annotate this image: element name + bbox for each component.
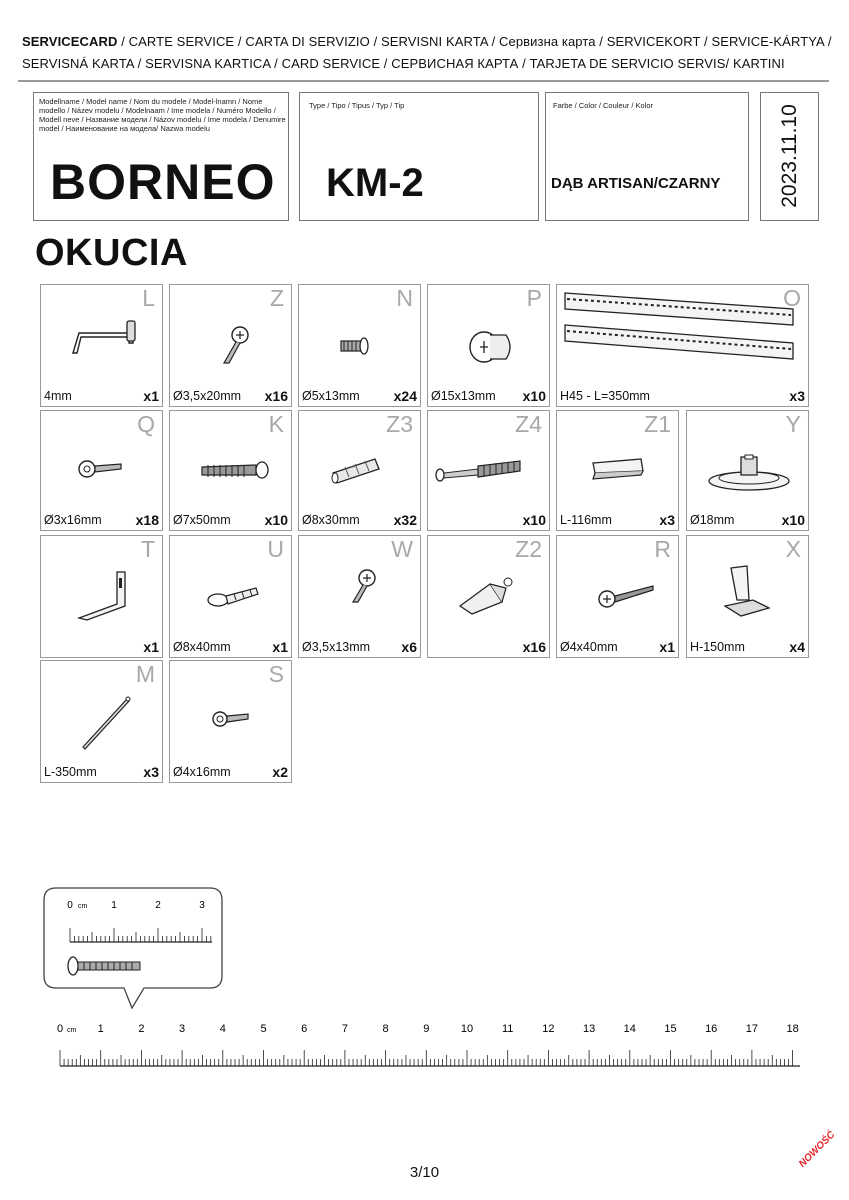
ruler-label: 10 bbox=[460, 1023, 474, 1035]
ruler-label: 1 bbox=[97, 1023, 104, 1035]
date-value: 2023.11.10 bbox=[778, 104, 801, 208]
part-cell-N bbox=[298, 284, 421, 407]
small-ruler-label: 0 bbox=[67, 900, 73, 911]
part-cell-Z3 bbox=[298, 410, 421, 531]
model-label: Modellname / Model name / Nom du modele / Model-lnamn / Nome modello / Název modelu / Modelnaam / Ime modela / Numéro Modello / Modell neve / Название модели / Názov modelu / Ime modela / Denumire model / Наименование на модела/ Nazwa modelu bbox=[39, 97, 286, 133]
part-letter: K bbox=[268, 411, 284, 437]
type-label: Type / Tipo / Tipus / Typ / Tip bbox=[309, 101, 405, 110]
color-box bbox=[545, 92, 749, 221]
part-cell-T bbox=[40, 535, 163, 658]
ruler-label: 11 bbox=[501, 1023, 514, 1035]
small-ruler-label: 3 bbox=[199, 900, 205, 911]
ruler-label: 12 bbox=[542, 1023, 555, 1035]
part-cell-Z bbox=[169, 284, 292, 407]
part-quantity: x24 bbox=[393, 388, 417, 404]
part-dimension: Ø7x50mm bbox=[173, 513, 231, 527]
part-cell-Y bbox=[686, 410, 809, 531]
large-ruler-ticks bbox=[60, 1050, 793, 1066]
small-ruler-unit: cm bbox=[78, 903, 88, 910]
part-cell-W bbox=[298, 535, 421, 658]
part-dimension: 4mm bbox=[44, 389, 72, 403]
large-ruler-labels bbox=[57, 1023, 799, 1035]
part-dimension: Ø3,5x13mm bbox=[302, 640, 371, 654]
part-dimension: Ø3,5x20mm bbox=[173, 389, 242, 403]
part-cell-R bbox=[556, 535, 679, 658]
small-ruler-label: 2 bbox=[155, 900, 161, 911]
part-letter: W bbox=[391, 536, 413, 562]
part-letter: U bbox=[267, 536, 284, 562]
part-dimension: H45 - L=350mm bbox=[560, 389, 650, 403]
part-cell-U bbox=[169, 535, 292, 658]
page-number: 3/10 bbox=[409, 1164, 440, 1181]
model-value: BORNEO bbox=[50, 154, 276, 210]
small-ruler-label: 1 bbox=[111, 900, 117, 911]
part-letter: M bbox=[135, 661, 155, 687]
part-quantity: x10 bbox=[522, 512, 546, 528]
part-cell-X bbox=[686, 535, 809, 658]
color-value: DĄB ARTISAN/CZARNY bbox=[551, 175, 721, 192]
ruler-label: 0 bbox=[56, 1023, 64, 1035]
date-box bbox=[760, 92, 819, 221]
part-quantity: x1 bbox=[659, 639, 675, 655]
part-letter: O bbox=[783, 285, 801, 311]
part-cell-M bbox=[40, 660, 163, 783]
ruler-label: 4 bbox=[219, 1023, 226, 1035]
part-dimension: Ø8x30mm bbox=[302, 513, 360, 527]
part-dimension: Ø8x40mm bbox=[173, 640, 231, 654]
ruler-unit: cm bbox=[67, 1027, 77, 1034]
part-quantity: x10 bbox=[264, 512, 288, 528]
header-title-line-2: SERVISNÁ KARTA / SERVISNA KARTICA / CARD SERVICE / СЕРВИСНАЯ КАРТА / TARJETA DE SERVICIO SERVIS/ KARTINI bbox=[22, 56, 785, 71]
part-quantity: x18 bbox=[135, 512, 159, 528]
part-dimension: Ø18mm bbox=[690, 513, 735, 527]
part-letter: Z3 bbox=[386, 411, 413, 437]
part-cell-Z1 bbox=[556, 410, 679, 531]
part-letter: Q bbox=[137, 411, 155, 437]
part-quantity: x3 bbox=[143, 764, 159, 780]
servicecard-translations: / CARTE SERVICE / CARTA DI SERVIZIO / SERVISNI KARTA / Сервизна карта / SERVICEKORT / SERVICE-KÁRTYA / bbox=[117, 34, 832, 49]
ruler-label: 18 bbox=[786, 1023, 799, 1035]
part-quantity: x6 bbox=[401, 639, 417, 655]
part-cell-K bbox=[169, 410, 292, 531]
ruler-label: 13 bbox=[582, 1023, 596, 1035]
header-divider bbox=[18, 80, 829, 82]
part-cell-O bbox=[556, 284, 809, 407]
new-badge: NOWOŚĆ bbox=[797, 1129, 838, 1170]
ruler-label: 2 bbox=[138, 1023, 145, 1035]
type-box bbox=[299, 92, 539, 221]
ruler-label: 17 bbox=[745, 1023, 759, 1035]
color-label: Farbe / Color / Couleur / Kolor bbox=[553, 101, 654, 110]
ruler-label: 8 bbox=[382, 1023, 389, 1035]
part-cell-L bbox=[40, 284, 163, 407]
part-dimension: Ø5x13mm bbox=[302, 389, 360, 403]
part-letter: Z1 bbox=[644, 411, 671, 437]
part-quantity: x3 bbox=[659, 512, 675, 528]
part-quantity: x3 bbox=[789, 388, 805, 404]
servicecard-label: SERVICECARD bbox=[22, 34, 118, 49]
part-dimension: L-116mm bbox=[560, 513, 612, 527]
ruler-label: 3 bbox=[179, 1023, 186, 1035]
part-dimension: H-150mm bbox=[690, 640, 745, 654]
measuring-ruler bbox=[20, 1016, 840, 1076]
part-letter: Z4 bbox=[515, 411, 542, 437]
part-quantity: x1 bbox=[143, 639, 159, 655]
ruler-label: 7 bbox=[341, 1023, 348, 1035]
part-quantity: x4 bbox=[789, 639, 805, 655]
ruler-label: 16 bbox=[705, 1023, 718, 1035]
part-letter: P bbox=[526, 285, 542, 311]
part-letter: Z bbox=[269, 285, 284, 311]
part-quantity: x16 bbox=[522, 639, 546, 655]
part-cell-Q bbox=[40, 410, 163, 531]
part-letter: L bbox=[142, 285, 155, 311]
part-quantity: x16 bbox=[264, 388, 288, 404]
ruler-label: 15 bbox=[664, 1023, 677, 1035]
type-value: KM-2 bbox=[326, 161, 424, 205]
part-dimension: Ø4x16mm bbox=[173, 765, 231, 779]
part-letter: T bbox=[140, 536, 155, 562]
part-quantity: x10 bbox=[522, 388, 546, 404]
part-cell-Z2 bbox=[427, 535, 550, 658]
part-letter: Z2 bbox=[515, 536, 542, 562]
part-quantity: x10 bbox=[781, 512, 805, 528]
part-quantity: x1 bbox=[272, 639, 288, 655]
header-title-line-1 bbox=[22, 34, 832, 49]
part-letter: Y bbox=[785, 411, 801, 437]
part-dimension: L-350mm bbox=[44, 765, 97, 779]
part-quantity: x32 bbox=[393, 512, 417, 528]
part-letter: N bbox=[396, 285, 413, 311]
part-dimension: Ø3x16mm bbox=[44, 513, 102, 527]
ruler-label: 6 bbox=[301, 1023, 308, 1035]
screw-measure-callout bbox=[40, 880, 280, 1020]
part-cell-S bbox=[169, 660, 292, 783]
part-letter: X bbox=[785, 536, 801, 562]
part-dimension: Ø15x13mm bbox=[431, 389, 496, 403]
part-dimension: Ø4x40mm bbox=[560, 640, 618, 654]
ruler-label: 9 bbox=[423, 1023, 430, 1035]
part-quantity: x1 bbox=[143, 388, 159, 404]
part-letter: R bbox=[654, 536, 671, 562]
section-title: OKUCIA bbox=[35, 232, 188, 274]
ruler-label: 14 bbox=[623, 1023, 636, 1035]
model-box bbox=[33, 92, 289, 221]
part-quantity: x2 bbox=[272, 764, 288, 780]
part-letter: S bbox=[268, 661, 284, 687]
ruler-label: 5 bbox=[260, 1023, 267, 1035]
part-cell-P bbox=[427, 284, 550, 407]
part-cell-Z4 bbox=[427, 410, 550, 531]
